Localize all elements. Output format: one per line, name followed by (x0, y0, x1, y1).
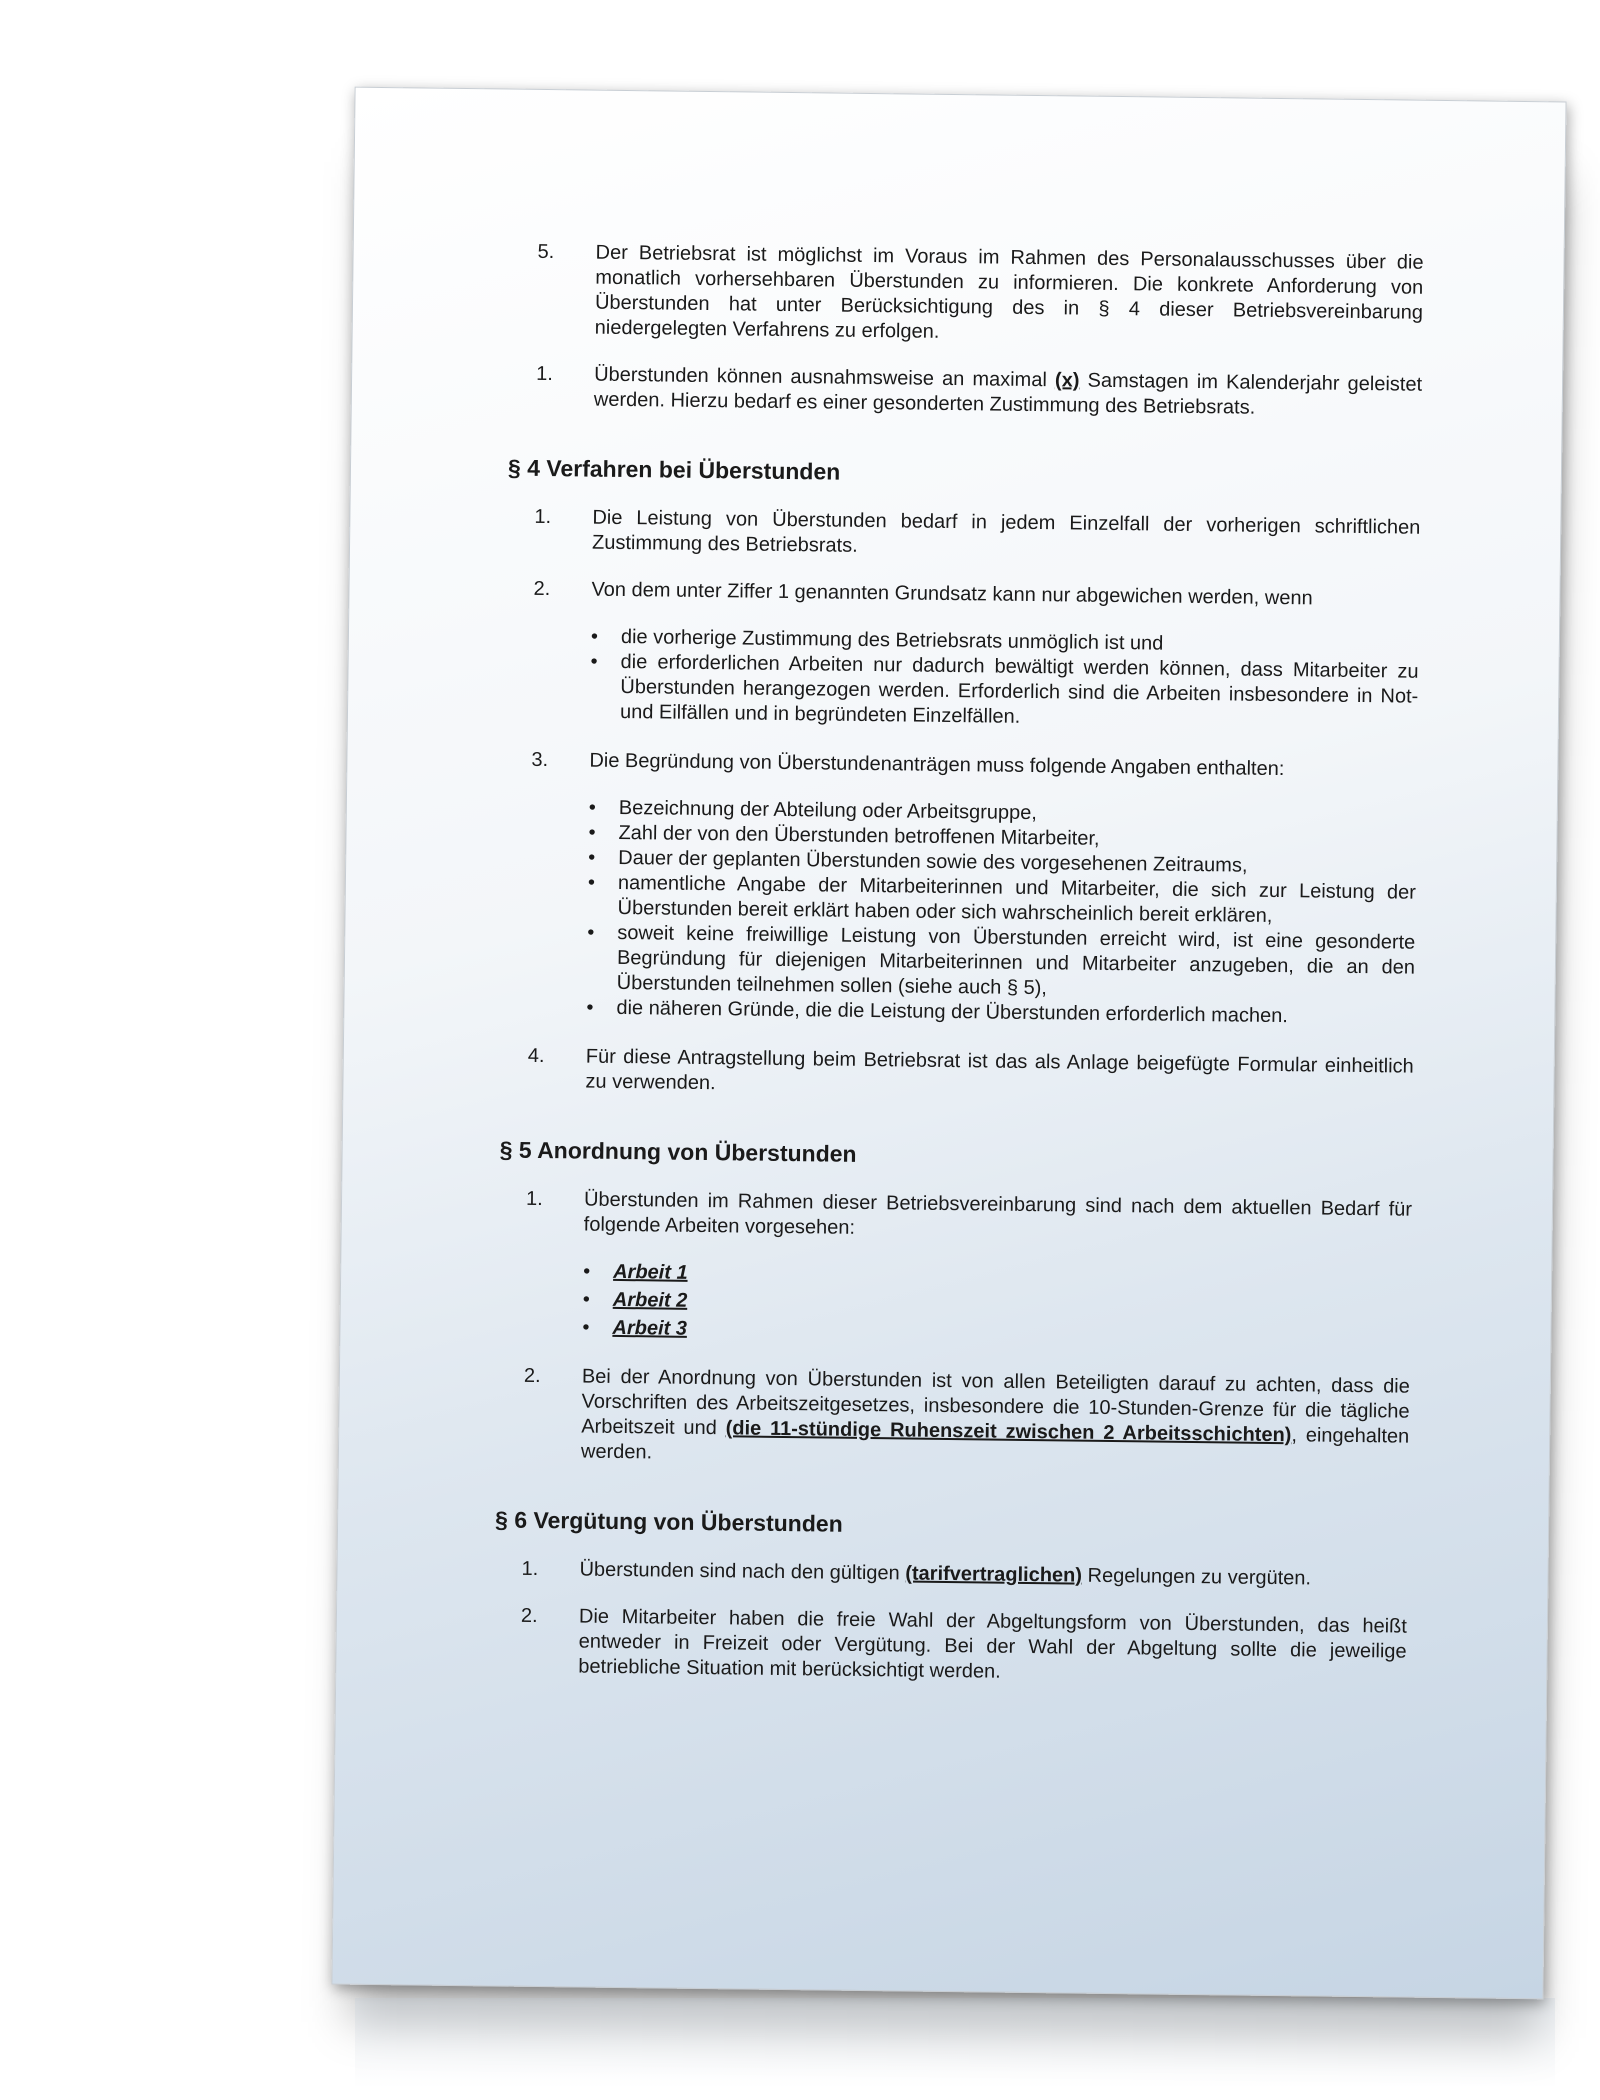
list-item (537, 240, 1424, 351)
placeholder-field: (x) (1054, 369, 1080, 392)
item-text: Von dem unter Ziffer 1 genannten Grundsatz kann nur abgewichen werden, wenn (591, 578, 1313, 610)
section-heading: § 6 Vergütung von Überstunden (494, 1506, 843, 1537)
section6-list (493, 1556, 1407, 1689)
list-item (523, 1364, 1410, 1475)
bullet-list (505, 624, 1419, 735)
bullet-icon: • (588, 821, 596, 844)
item-text: Für diese Antragstellung beim Betriebsrat ist das als Anlage beigefügte Formular einheitlich zu verwenden. (585, 1045, 1414, 1095)
bullet-icon: • (582, 1316, 590, 1339)
item-number: 2. (520, 1604, 538, 1628)
list-item (520, 1604, 1407, 1690)
bullet-item: • Bezeichnung der Abteilung oder Arbeitsgruppe, (588, 796, 1038, 825)
bullet-list (501, 795, 1417, 1031)
item-number: 2. (533, 577, 551, 601)
item-text: , eingehalten werden. (580, 1424, 1410, 1464)
list-item (534, 505, 1421, 566)
item-number: 2. (523, 1364, 541, 1388)
item-number: 1. (536, 362, 553, 386)
bullet-icon: • (588, 796, 596, 819)
bullet-icon: • (586, 996, 594, 1019)
section5-list (499, 1187, 1413, 1248)
list-item (521, 1557, 1407, 1593)
page-reflection (355, 1998, 1555, 2088)
item-text: Überstunden können ausnahmsweise an maximal (594, 363, 1056, 392)
item-text: Samstagen im Kalenderjahr geleistet werden. Hierzu bedarf es einer gesonderten Zustimmung des Betriebsrats. (593, 369, 1423, 419)
bullet-item: • Dauer der geplanten Überstunden sowie des vorgesehenen Zeitraums, (588, 846, 1248, 877)
document-page (331, 87, 1566, 2000)
item-number: 1. (521, 1557, 539, 1581)
list-item (536, 362, 1423, 423)
bullet-item: • soweit keine freiwillige Leistung von Überstunden erreicht wird, ist eine gesonderte Begründung für diejenigen Mitarbeiterinnen und Mitarbeiter anzugeben, die an den Überstunden teilnehmen sollen (siehe auch § 5), (587, 921, 1416, 1000)
bullet-item: • die näheren Gründe, die die Leistung der Überstunden erforderlich machen. (586, 996, 1289, 1028)
placeholder-field: Arbeit 2 (612, 1288, 688, 1312)
item-text: Die Begründung von Überstundenanträgen muss folgende Angaben enthalten: (589, 749, 1285, 781)
item-number: 3. (531, 748, 549, 772)
bullet-icon: • (590, 650, 598, 673)
bullet-item: • Zahl der von den Überstunden betroffenen Mitarbeiter, (588, 821, 1100, 850)
section-heading: § 5 Anordnung von Überstunden (499, 1136, 857, 1167)
bullet-icon: • (590, 625, 599, 648)
item-text: Der Betriebsrat ist möglichst im Voraus im Rahmen des Personalausschusses über die monatlich vorhersehbaren Überstunden zu informieren. Die konkrete Anforderung von Überstunden hat unter Berücksichtigung des in § 4 dieser Betriebsvereinbarung niedergelegten Verfahrens zu erfolgen. (594, 241, 1424, 343)
item-text: Die Mitarbeiter haben die freie Wahl der Abgeltungsform von Überstunden, das heißt entweder in Freizeit oder Vergütung. Bei der Wahl der Abgeltung sollte die jeweilige betriebliche Situation mit berücksichtigt werden. (578, 1605, 1408, 1683)
bullet-icon: • (582, 1288, 590, 1311)
bullet-icon: • (583, 1260, 591, 1283)
section-heading: § 4 Verfahren bei Überstunden (507, 454, 841, 485)
bullet-item: • namentliche Angabe der Mitarbeiterinnen und Mitarbeiter, die sich zur Leistung der Überstunden bereit erklärt haben oder sich wahrscheinlich bereit erklären, (587, 871, 1417, 927)
list-item (527, 1044, 1414, 1105)
placeholder-field: (die 11-stündige Ruhenszeit zwischen 2 Arbeitsschichten) (725, 1417, 1292, 1447)
item-text: Die Leistung von Überstunden bedarf in jedem Einzelfall der vorherigen schriftlichen Zustimmung des Betriebsrats. (591, 506, 1421, 557)
item-text: Bei der Anordnung von Überstunden ist von allen Beteiligten darauf zu achten, dass die Vorschriften des Arbeitszeitgesetzes, insbesondere die 10-Stunden-Grenze für die tägliche Arbeitszeit und (581, 1365, 1410, 1440)
list-item (531, 748, 1417, 784)
placeholder-field: Arbeit 3 (612, 1316, 688, 1340)
item-number: 1. (525, 1187, 543, 1211)
item-number: 5. (537, 240, 555, 264)
bullet-icon: • (588, 846, 596, 869)
bullet-icon: • (587, 871, 596, 894)
bullet-list (497, 1259, 1411, 1351)
bullet-item: • die vorherige Zustimmung des Betriebsrats unmöglich ist und (590, 625, 1164, 655)
placeholder-field: (tarifvertraglichen) (905, 1562, 1083, 1587)
bullet-item: • die erforderlichen Arbeiten nur dadurch bewältigt werden können, dass Mitarbeiter zu Überstunden herangezogen werden. Erforderlich sind die Arbeiten insbesondere in Not- und Eilfällen und in begründeten Einzelfällen. (590, 650, 1419, 728)
item-number: 1. (534, 505, 552, 529)
bullet-icon: • (587, 921, 595, 944)
list-item (533, 577, 1419, 613)
section4-list (506, 505, 1420, 613)
item-text: Überstunden sind nach den gültigen (579, 1558, 906, 1585)
item-text: Regelungen zu vergüten. (1081, 1564, 1312, 1590)
section3-list (509, 240, 1424, 423)
item-text: Überstunden im Rahmen dieser Betriebsvereinbarung sind nach dem aktuellen Bedarf für folgende Arbeiten vorgesehen: (583, 1188, 1413, 1239)
item-number: 4. (527, 1044, 545, 1068)
list-item (526, 1187, 1413, 1248)
placeholder-field: Arbeit 1 (613, 1260, 688, 1284)
